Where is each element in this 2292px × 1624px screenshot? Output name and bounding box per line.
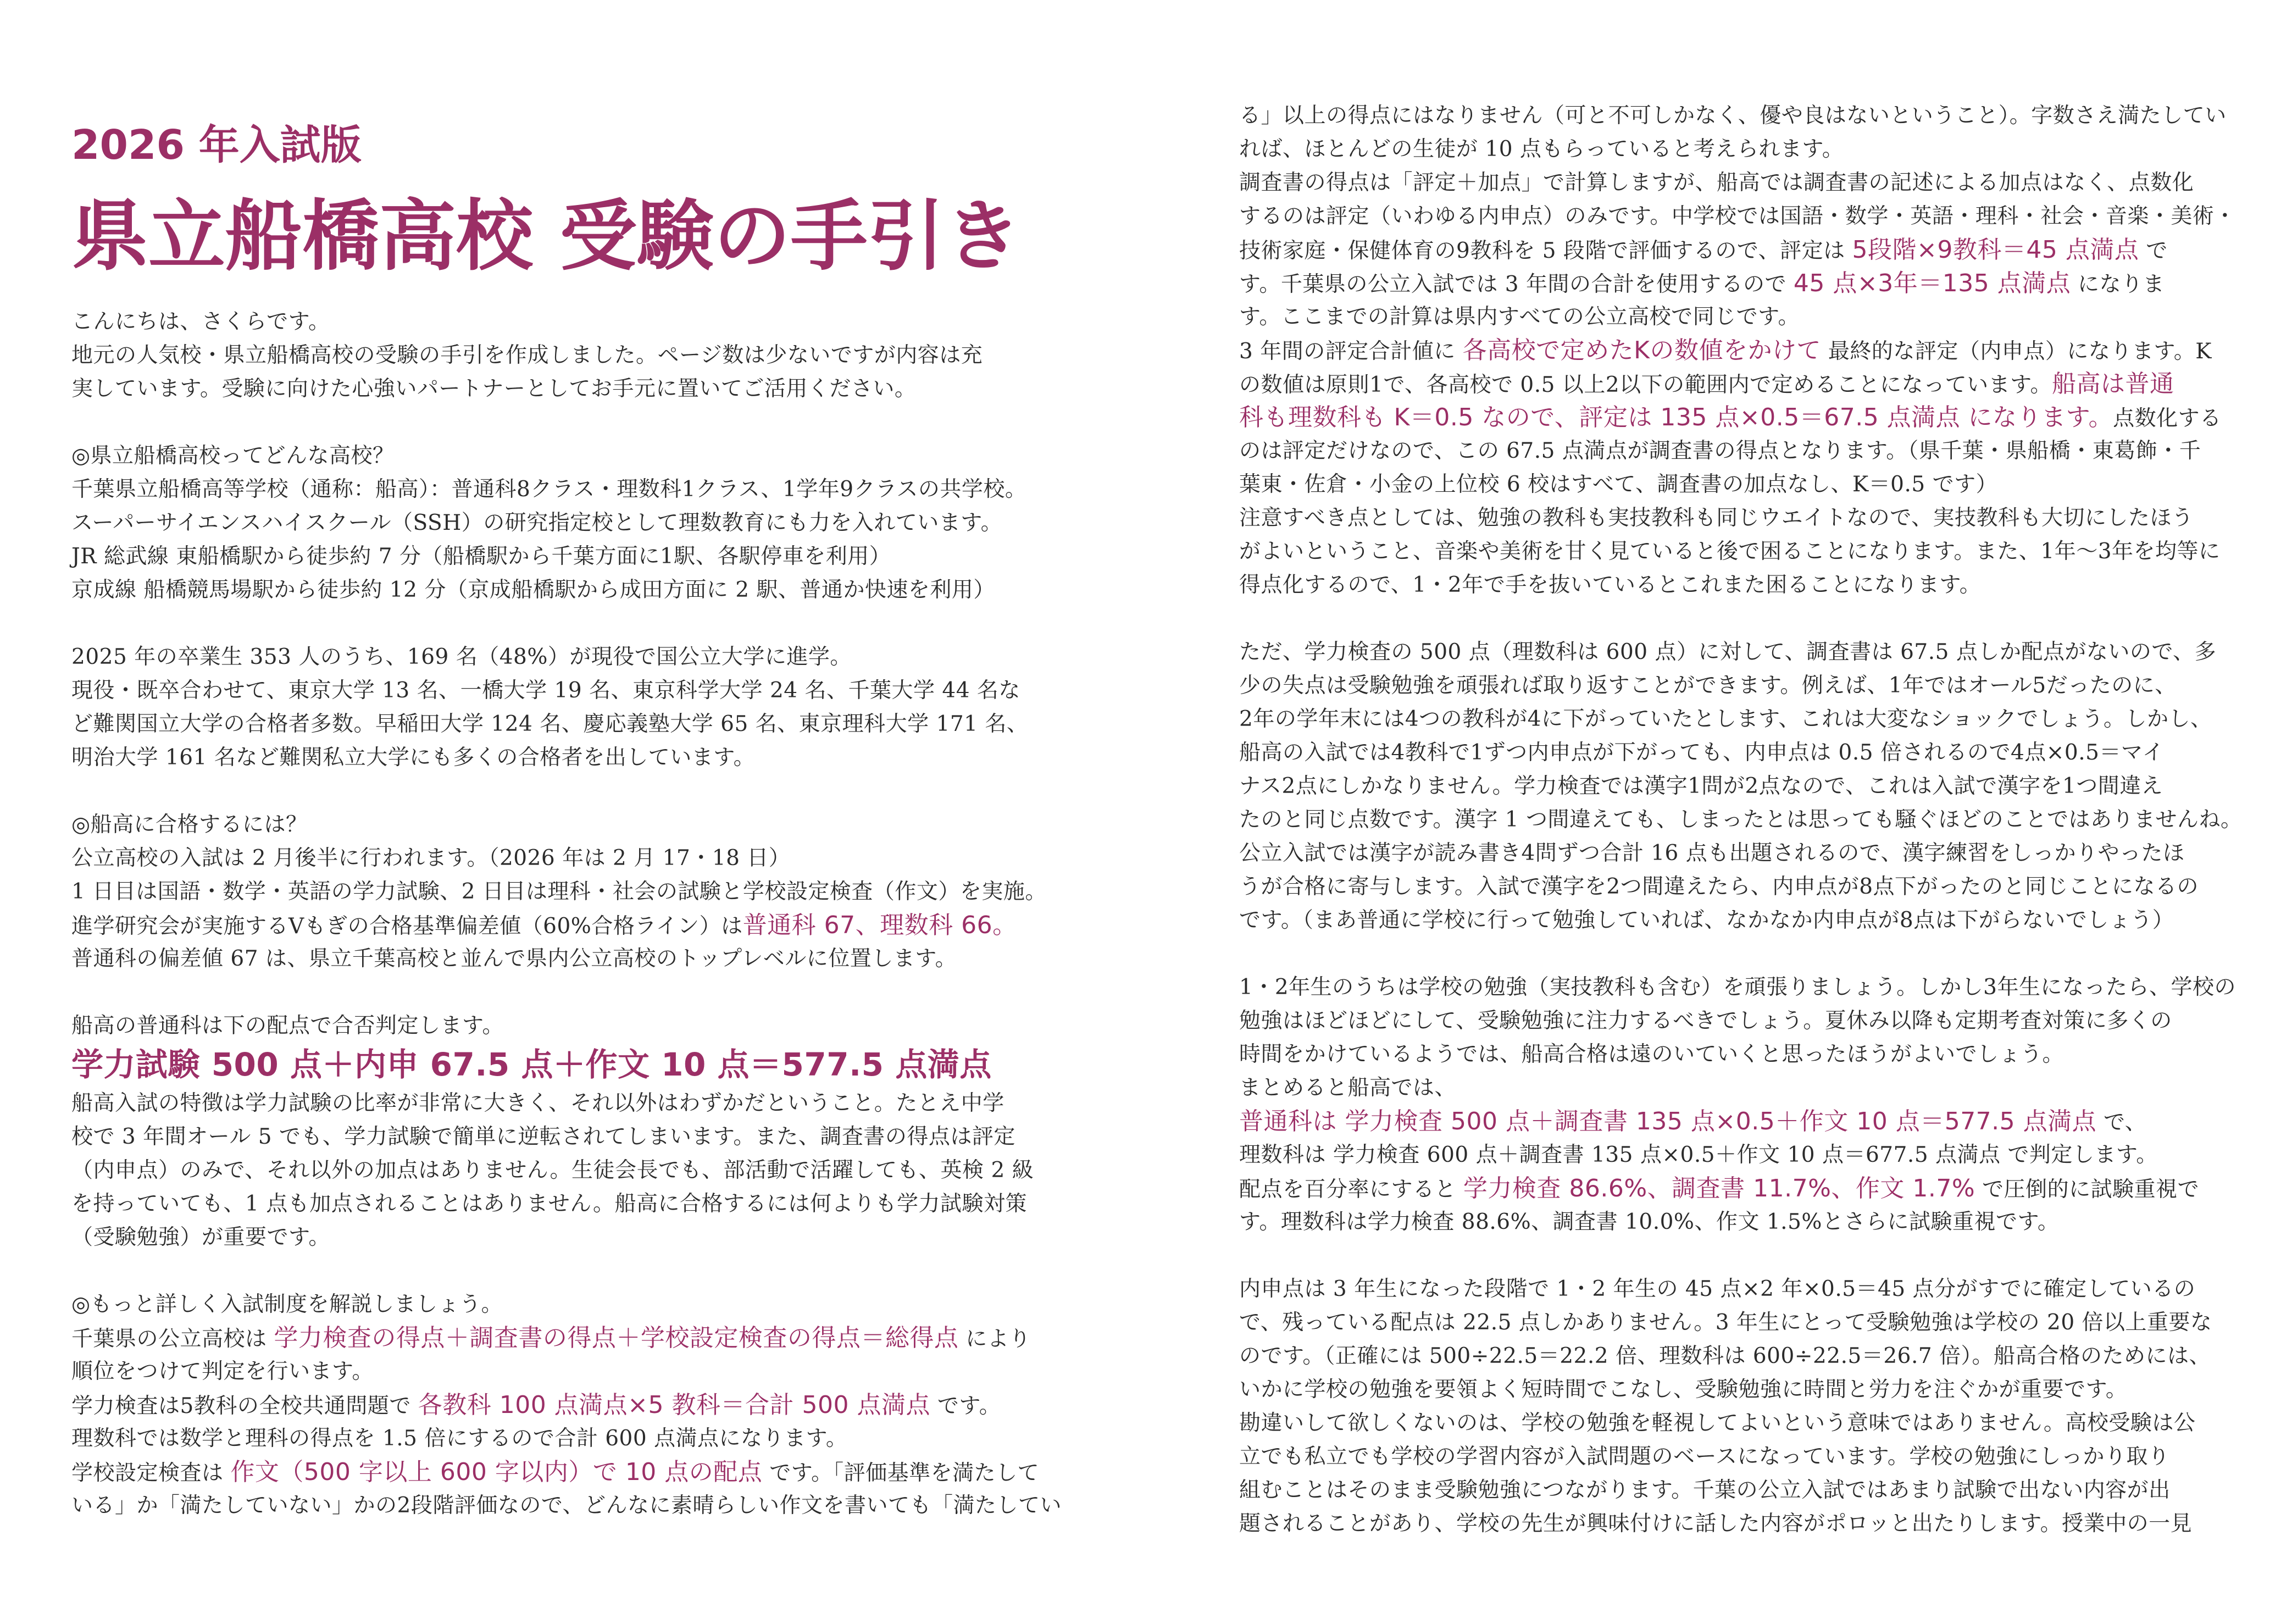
text-line xyxy=(1239,1507,2243,1540)
blank-line xyxy=(1239,1239,2243,1272)
text-run: のは評定だけなので、この 67.5 点満点が調査書の得点となります。（県千葉・県船橋・東葛飾・千 xyxy=(1239,439,2201,463)
text-line xyxy=(71,506,1062,540)
text-line xyxy=(1239,669,2243,702)
text-line xyxy=(71,1154,1062,1187)
text-line xyxy=(71,1009,1062,1043)
text-line xyxy=(1239,1306,2243,1339)
highlight-text: 45 点×3年＝135 点満点 xyxy=(1793,269,2071,297)
text-run: 船高入試の特徴は学力試験の比率が非常に大きく、それ以外はわずかだということ。たとえ中学 xyxy=(71,1091,1005,1116)
text-line xyxy=(71,1422,1062,1455)
text-run: 公立入試では漢字が読み書き4問ずつ合計 16 点も出題されるので、漢字練習をしっかりやったほ xyxy=(1239,841,2185,866)
text-run: す。理数科は学力検査 88.6%、調査書 10.0%、作文 1.5%とさらに試験重視です。 xyxy=(1239,1210,2060,1234)
text-run: ◎県立船橋高校ってどんな高校？ xyxy=(71,444,395,468)
text-run: 配点を百分率にすると xyxy=(1239,1177,1463,1202)
text-run: で xyxy=(2139,239,2168,263)
text-run: がよいということ、音楽や美術を甘く見ていると後で困ることになります。また、1年〜3年を均等に xyxy=(1239,539,2221,564)
text-line xyxy=(1239,166,2243,199)
text-line xyxy=(1239,501,2243,535)
text-line xyxy=(1239,334,2243,367)
text-line xyxy=(71,1288,1062,1321)
text-line xyxy=(1239,132,2243,166)
text-run: たのと同じ点数です。漢字 1 つ間違えても、しまったとは思っても騒ぐほどのことではありませんね。 xyxy=(1239,807,2243,832)
text-run: で、 xyxy=(2096,1110,2147,1135)
text-line xyxy=(1239,1138,2243,1172)
text-run: です。（まあ普通に学校に行って勉強していれば、なかなか内申点が8点は下がらないでしょう） xyxy=(1239,908,2174,933)
page-title: 県立船橋高校 受験の手引き xyxy=(71,192,1022,281)
text-line xyxy=(1239,1071,2243,1105)
highlight-text: 学力検査 86.6%、調査書 11.7%、作文 1.7% xyxy=(1463,1174,1975,1202)
text-run: 実しています。受験に向けた心強いパートナーとしてお手元に置いてご活用ください。 xyxy=(71,376,917,401)
highlight-text: 科も理数科も K＝0.5 なので、評定は 135 点×0.5＝67.5 点満点 になります。 xyxy=(1239,403,2113,431)
blank-line xyxy=(71,607,1062,640)
text-line xyxy=(1239,1339,2243,1373)
text-line xyxy=(71,1388,1062,1422)
text-run: 明治大学 161 名など難関私立大学にも多くの合格者を出しています。 xyxy=(71,745,756,770)
text-run: ただ、学力検査の 500 点（理数科は 600 点）に対して、調査書は 67.5 点しか配点がないので、多 xyxy=(1239,640,2217,664)
text-run: 学校設定検査は xyxy=(71,1461,231,1486)
text-line xyxy=(71,1221,1062,1254)
text-line xyxy=(1239,702,2243,736)
text-line xyxy=(71,1120,1062,1154)
text-line xyxy=(71,1355,1062,1388)
highlight-text: 学力試験 500 点＋内申 67.5 点＋作文 10 点＝577.5 点満点 xyxy=(71,1046,992,1083)
text-line xyxy=(1239,1272,2243,1306)
text-line xyxy=(1239,1473,2243,1507)
text-run: ど難関国立大学の合格者多数。早稲田大学 124 名、慶応義塾大学 65 名、東京理科大学 171 名、 xyxy=(71,712,1029,736)
blank-line xyxy=(71,406,1062,439)
text-run: 千葉県立船橋高等学校（通称：船高）：普通科8クラス・理数科1クラス、1学年9クラスの共学校。 xyxy=(71,477,1027,502)
text-line xyxy=(1239,1038,2243,1071)
text-run: 立でも私立でも学校の学習内容が入試問題のベースになっています。学校の勉強にしっかり取り xyxy=(1239,1444,2170,1469)
text-line xyxy=(71,1321,1062,1355)
text-line xyxy=(71,875,1062,908)
text-line xyxy=(71,339,1062,372)
text-line xyxy=(1239,736,2243,769)
blank-line xyxy=(71,1254,1062,1288)
text-run: 順位をつけて判定を行います。 xyxy=(71,1359,374,1384)
text-run: 理数科は 学力検査 600 点＋調査書 135 点×0.5＋作文 10 点＝677.5 点満点 で判定します。 xyxy=(1239,1143,2158,1167)
text-line xyxy=(1239,99,2243,132)
highlight-text: 各高校で定めたKの数値をかけて xyxy=(1462,336,1821,364)
text-line xyxy=(71,372,1062,406)
text-line xyxy=(1239,1440,2243,1473)
text-line xyxy=(71,439,1062,473)
edition-label: 2026 年入試版 xyxy=(71,121,362,169)
text-run: 現役・既卒合わせて、東京大学 13 名、一橋大学 19 名、東京科学大学 24 名、千葉大学 44 名な xyxy=(71,678,1020,703)
highlight-text: 作文（500 字以上 600 字以内）で 10 点の配点 xyxy=(230,1458,763,1486)
text-run: スーパーサイエンスハイスクール（SSH）の研究指定校として理数教育にも力を入れています。 xyxy=(71,511,1003,535)
text-line xyxy=(71,707,1062,741)
text-line xyxy=(1239,233,2243,267)
text-line xyxy=(1239,401,2243,434)
text-run: 勘違いして欲しくないのは、学校の勉強を軽視してよいという意味ではありません。高校受験は公 xyxy=(1239,1411,2196,1435)
text-line xyxy=(71,573,1062,607)
text-run: を持っていても、1 点も加点されることはありません。船高に合格するには何よりも学力試験対策 xyxy=(71,1191,1028,1216)
text-line xyxy=(71,1455,1062,1489)
text-line xyxy=(1239,1406,2243,1440)
text-line xyxy=(71,305,1062,339)
text-run: 3 年間の評定合計値に xyxy=(1239,339,1463,364)
text-line xyxy=(1239,367,2243,401)
text-run: いかに学校の勉強を要領よく短時間でこなし、受験勉強に時間と労力を注ぐかが重要です。 xyxy=(1239,1377,2128,1402)
text-run: になりま xyxy=(2071,272,2165,297)
text-run: 調査書の得点は「評定＋加点」で計算しますが、船高では調査書の記述による加点はなく、点数化 xyxy=(1239,170,2194,195)
text-line xyxy=(71,741,1062,774)
text-run: す。ここまでの計算は県内すべての公立高校で同じです。 xyxy=(1239,304,1800,329)
text-line xyxy=(1239,267,2243,300)
text-run: ◎もっと詳しく入試制度を解説しましょう。 xyxy=(71,1292,503,1317)
text-run: 船高の普通科は下の配点で合否判定します。 xyxy=(71,1013,504,1038)
highlight-text: 学力検査の得点＋調査書の得点＋学校設定検査の得点＝総得点 xyxy=(274,1324,959,1352)
text-line xyxy=(71,674,1062,707)
text-run: 公立高校の入試は 2 月後半に行われます。（2026 年は 2 月 17・18 日） xyxy=(71,846,791,871)
left-body-text xyxy=(71,305,1062,1522)
text-line xyxy=(71,1187,1062,1221)
text-run: 得点化するので、1・2年で手を抜いているとこれまた困ることになります。 xyxy=(1239,573,1982,597)
text-run: （受験勉強）が重要です。 xyxy=(71,1225,330,1250)
text-run: 進学研究会が実施するVもぎの合格基準偏差値（60%合格ライン）は xyxy=(71,914,743,939)
text-run: る」以上の得点にはなりません（可と不可しかなく、優や良はないということ）。字数さえ満たしてい xyxy=(1239,103,2227,128)
text-run: いる」か「満たしていない」かの2段階評価なので、どんなに素晴らしい作文を書いても「満たしてい xyxy=(71,1493,1062,1518)
text-run: 組むことはそのまま受験勉強につながります。千葉の公立入試ではあまり試験で出ない内容が出 xyxy=(1239,1478,2171,1503)
text-run: （内申点）のみで、それ以外の加点はありません。生徒会長でも、部活動で活躍しても、英検 2 級 xyxy=(71,1158,1034,1183)
text-line xyxy=(1239,1172,2243,1205)
text-line xyxy=(1239,904,2243,937)
text-line xyxy=(71,841,1062,875)
text-line xyxy=(1239,468,2243,501)
blank-line xyxy=(1239,937,2243,971)
text-run: す。千葉県の公立入試では 3 年間の合計を使用するので xyxy=(1239,272,1794,297)
text-line xyxy=(1239,535,2243,568)
text-run: です。「評価基準を満たして xyxy=(762,1461,1040,1486)
text-run: 京成線 船橋競馬場駅から徒歩約 12 分（京成船橋駅から成田方面に 2 駅、普通か快速を利用） xyxy=(71,578,995,602)
text-line xyxy=(1239,199,2243,233)
text-line xyxy=(1239,300,2243,334)
text-run: うが合格に寄与します。入試で漢字を2つ間違えたら、内申点が8点下がったのと同じことになるの xyxy=(1239,874,2199,899)
text-run: 2025 年の卒業生 353 人のうち、169 名（48%）が現役で国公立大学に進学。 xyxy=(71,645,852,669)
highlight-text: 各教科 100 点満点×5 教科＝合計 500 点満点 xyxy=(418,1391,930,1419)
highlight-text: 普通科は 学力検査 500 点＋調査書 135 点×0.5＋作文 10 点＝577.5 点満点 xyxy=(1239,1107,2097,1135)
text-run: するのは評定（いわゆる内申点）のみです。中学校では国語・数学・英語・理科・社会・音楽・美術・ xyxy=(1239,204,2236,229)
score-formula xyxy=(71,1043,1062,1087)
text-run: 最終的な評定（内申点）になります。K xyxy=(1821,339,2212,364)
text-line xyxy=(71,540,1062,573)
text-run: で圧倒的に試験重視で xyxy=(1975,1177,2200,1202)
text-run: 校で 3 年間オール 5 でも、学力試験で簡単に逆転されてしまいます。また、調査書の得点は評定 xyxy=(71,1124,1015,1149)
right-body-text xyxy=(1239,99,2243,1540)
text-run: 注意すべき点としては、勉強の教科も実技教科も同じウエイトなので、実技教科も大切にしたほう xyxy=(1239,506,2194,530)
blank-line xyxy=(71,975,1062,1009)
text-line xyxy=(71,908,1062,942)
text-line xyxy=(71,1489,1062,1522)
text-line xyxy=(1239,568,2243,602)
text-run: 題されることがあり、学校の先生が興味付けに話した内容がポロッと出たりします。授業中の一見 xyxy=(1239,1511,2193,1536)
text-run: のです。（正確には 500÷22.5＝22.2 倍、理数科は 600÷22.5＝26.7 倍）。船高合格のためには、 xyxy=(1239,1344,2211,1368)
text-run: 千葉県の公立高校は xyxy=(71,1327,274,1351)
text-line xyxy=(1239,1105,2243,1138)
blank-line xyxy=(71,774,1062,808)
text-run: 少の失点は受験勉強を頑張れば取り返すことができます。例えば、1年ではオール5だったのに、 xyxy=(1239,673,2177,698)
text-run: こんにちは、さくらです。 xyxy=(71,309,330,334)
text-run: の数値は原則1で、各高校で 0.5 以上2以下の範囲内で定めることになっています。 xyxy=(1239,373,2052,397)
text-run: 理数科では数学と理科の得点を 1.5 倍にするので合計 600 点満点になります。 xyxy=(71,1426,848,1451)
text-run: 1・2年生のうちは学校の勉強（実技教科も含む）を頑張りましょう。しかし3年生になったら、学校の xyxy=(1239,975,2236,1000)
text-run: 1 日目は国語・数学・英語の学力試験、2 日目は理科・社会の試験と学校設定検査（作文）を実施。 xyxy=(71,879,1047,904)
text-line xyxy=(71,1087,1062,1120)
text-run: 地元の人気校・県立船橋高校の受験の手引を作成しました。ページ数は少ないですが内容は充 xyxy=(71,343,983,368)
text-run: 葉東・佐倉・小金の上位校 6 校はすべて、調査書の加点なし、K＝0.5 です） xyxy=(1239,472,1998,497)
text-line xyxy=(71,808,1062,841)
text-run: により xyxy=(958,1327,1031,1351)
text-run: 普通科の偏差値 67 は、県立千葉高校と並んで県内公立高校のトップレベルに位置します。 xyxy=(71,946,957,971)
text-line xyxy=(1239,1205,2243,1239)
text-run: 点数化する xyxy=(2113,406,2222,431)
text-run: ◎船高に合格するには？ xyxy=(71,812,308,837)
text-run: で、残っている配点は 22.5 点しかありません。3 年生にとって受験勉強は学校の 20 倍以上重要な xyxy=(1239,1310,2212,1335)
blank-line xyxy=(1239,602,2243,635)
text-line xyxy=(1239,1004,2243,1038)
text-run: 内申点は 3 年生になった段階で 1・2 年生の 45 点×2 年×0.5＝45 点分がすでに確定しているの xyxy=(1239,1277,2196,1301)
text-line xyxy=(1239,870,2243,904)
text-run: JR 総武線 東船橋駅から徒歩約 7 分（船橋駅から千葉方面に1駅、各駅停車を利用） xyxy=(71,544,891,569)
text-line xyxy=(1239,803,2243,836)
highlight-text: 普通科 67、理数科 66。 xyxy=(742,911,1017,939)
text-run: 技術家庭・保健体育の9教科を 5 段階で評価するので、評定は xyxy=(1239,239,1852,263)
text-run: ナス2点にしかなりません。学力検査では漢字1問が2点なので、これは入試で漢字を1つ間違え xyxy=(1239,774,2163,799)
text-line xyxy=(1239,635,2243,669)
text-run: です。 xyxy=(930,1394,1001,1418)
text-run: 船高の入試では4教科で1ずつ内申点が下がっても、内申点は 0.5 倍されるので4点×0.5＝マイ xyxy=(1239,740,2165,765)
text-line xyxy=(1239,769,2243,803)
text-run: 学力検査は5教科の全校共通問題で xyxy=(71,1394,418,1418)
text-line xyxy=(1239,1373,2243,1406)
text-line xyxy=(1239,434,2243,468)
text-line xyxy=(1239,836,2243,870)
text-run: 時間をかけているようでは、船高合格は遠のいていくと思ったほうがよいでしょう。 xyxy=(1239,1042,2065,1067)
highlight-text: 5段階×9教科＝45 点満点 xyxy=(1852,236,2139,264)
highlight-text: 船高は普通 xyxy=(2052,370,2174,398)
text-run: 2年の学年末には4つの教科が4に下がっていたとします、これは大変なショックでしょう。しかし、 xyxy=(1239,707,2212,731)
text-line xyxy=(1239,971,2243,1004)
text-run: まとめると船高では、 xyxy=(1239,1076,1457,1100)
text-line xyxy=(71,942,1062,975)
text-run: れば、ほとんどの生徒が 10 点もらっていると考えられます。 xyxy=(1239,137,1844,162)
text-line xyxy=(71,640,1062,674)
text-run: 勉強はほどほどにして、受験勉強に注力するべきでしょう。夏休み以降も定期考査対策に多くの xyxy=(1239,1008,2172,1033)
text-line xyxy=(71,473,1062,506)
